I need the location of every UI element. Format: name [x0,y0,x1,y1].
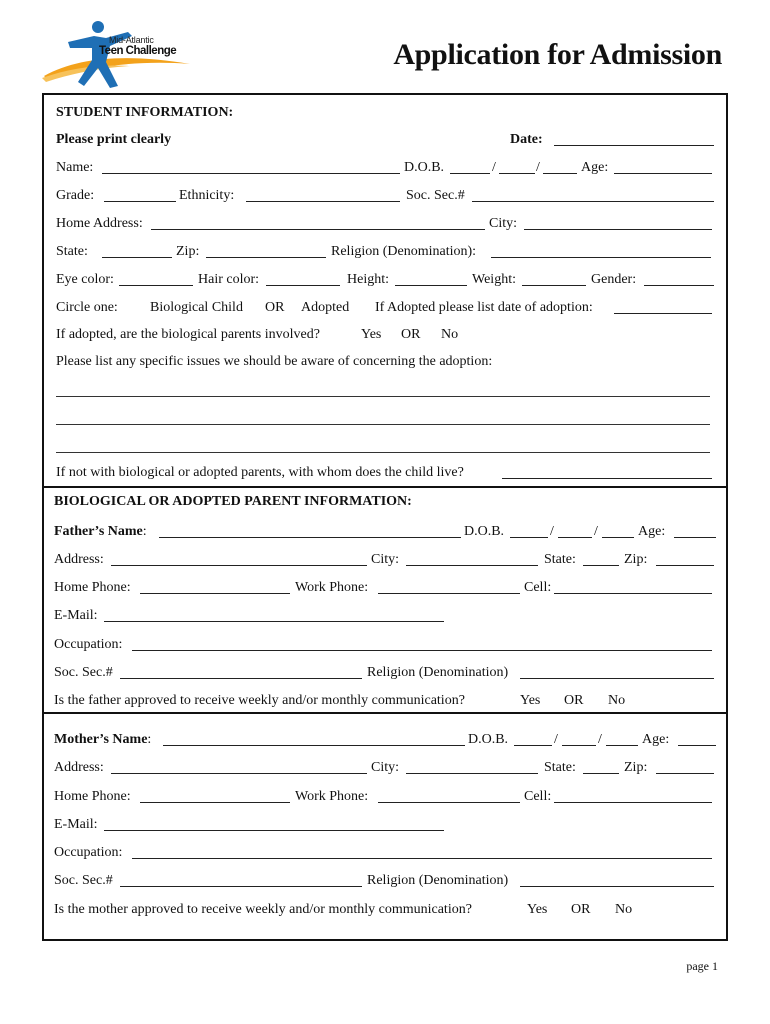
father-dob-year-field[interactable] [602,524,634,538]
student-heading: STUDENT INFORMATION: [56,105,234,120]
dob-slash-2: / [536,160,540,175]
father-religion-field[interactable] [520,665,714,679]
parents-heading: BIOLOGICAL OR ADOPTED PARENT INFORMATION: [54,494,412,509]
weight-field[interactable] [522,272,586,286]
father-address-field[interactable] [111,552,367,566]
adoption-date-field[interactable] [614,300,712,314]
gender-field[interactable] [644,272,714,286]
city-field[interactable] [524,216,712,230]
mother-comm-no-option[interactable]: No [615,902,633,917]
mother-city-label: City: [371,760,400,775]
mother-address-label: Address: [54,760,104,775]
father-work-phone-label: Work Phone: [295,580,369,595]
mother-cell-label: Cell: [524,789,552,804]
ssn-label: Soc. Sec.# [406,188,465,203]
mother-email-field[interactable] [104,817,444,831]
father-state-field[interactable] [583,552,619,566]
father-religion-label: Religion (Denomination) [367,665,509,680]
age-label: Age: [581,160,609,175]
issues-line-2[interactable] [56,424,710,425]
mother-information-section [42,712,728,941]
issues-line-3[interactable] [56,452,710,453]
father-comm-yes-option[interactable]: Yes [520,693,541,708]
dob-slash-2: / [594,524,598,539]
mother-age-label: Age: [642,732,670,747]
eye-color-label: Eye color: [56,272,114,287]
adoption-date-label: If Adopted please list date of adoption: [375,300,593,315]
hair-color-label: Hair color: [198,272,260,287]
bio-involved-no-option[interactable]: No [441,327,459,342]
father-city-label: City: [371,552,400,567]
mother-dob-month-field[interactable] [514,732,552,746]
lives-with-field[interactable] [502,465,712,479]
age-field[interactable] [614,160,712,174]
grade-label: Grade: [56,188,95,203]
mother-ssn-field[interactable] [120,873,362,887]
mother-religion-field[interactable] [520,873,714,887]
father-cell-label: Cell: [524,580,552,595]
ethnicity-field[interactable] [246,188,400,202]
father-communication-question: Is the father approved to receive weekly and/or monthly communication? [54,693,465,708]
biological-child-option[interactable]: Biological Child [150,300,243,315]
ethnicity-label: Ethnicity: [179,188,235,203]
name-label: Name: [56,160,94,175]
father-zip-label: Zip: [624,552,648,567]
height-field[interactable] [395,272,467,286]
mother-state-label: State: [544,760,576,775]
or-text: OR [265,300,285,315]
mother-zip-label: Zip: [624,760,648,775]
mother-city-field[interactable] [406,760,538,774]
dob-slash-1: / [550,524,554,539]
religion-field[interactable] [491,244,711,258]
father-dob-month-field[interactable] [510,524,548,538]
print-clearly-note: Please print clearly [56,132,172,147]
father-work-phone-field[interactable] [378,580,520,594]
father-state-label: State: [544,552,576,567]
zip-label: Zip: [176,244,200,259]
home-address-label: Home Address: [56,216,143,231]
mother-cell-field[interactable] [554,789,712,803]
mother-occupation-label: Occupation: [54,845,123,860]
adopted-option[interactable]: Adopted [301,300,350,315]
mother-state-field[interactable] [583,760,619,774]
dob-slash-1: / [492,160,496,175]
or-text: OR [564,693,584,708]
dob-month-field[interactable] [450,160,490,174]
ssn-field[interactable] [472,188,714,202]
mother-communication-question: Is the mother approved to receive weekly and/or monthly communication? [54,902,472,917]
weight-label: Weight: [472,272,516,287]
mother-name-field[interactable] [163,732,465,746]
father-city-field[interactable] [406,552,538,566]
father-home-phone-field[interactable] [140,580,290,594]
mother-work-phone-label: Work Phone: [295,789,369,804]
mother-home-phone-field[interactable] [140,789,290,803]
father-email-field[interactable] [104,608,444,622]
father-ssn-label: Soc. Sec.# [54,665,113,680]
grade-field[interactable] [104,188,176,202]
father-information-section [42,486,728,714]
father-zip-field[interactable] [656,552,714,566]
circle-one-label: Circle one: [56,300,118,315]
page-title: Application for Admission [393,38,722,71]
father-ssn-field[interactable] [120,665,362,679]
mother-name-label: Mother’s Name: [54,732,152,747]
father-name-label: Father’s Name: [54,524,147,539]
mother-religion-label: Religion (Denomination) [367,873,509,888]
name-field[interactable] [102,160,400,174]
bio-parents-involved-question: If adopted, are the biological parents involved? [56,327,320,342]
page-number: page 1 [686,959,718,973]
date-field[interactable] [554,132,714,146]
state-label: State: [56,244,88,259]
religion-label: Religion (Denomination): [331,244,477,259]
mother-dob-label: D.O.B. [468,732,509,747]
home-address-field[interactable] [151,216,485,230]
mother-comm-yes-option[interactable]: Yes [527,902,548,917]
mother-zip-field[interactable] [656,760,714,774]
state-field[interactable] [102,244,172,258]
father-comm-no-option[interactable]: No [608,693,626,708]
mother-home-phone-label: Home Phone: [54,789,131,804]
dob-year-field[interactable] [543,160,577,174]
father-age-field[interactable] [674,524,716,538]
dob-slash-2: / [598,732,602,747]
father-dob-label: D.O.B. [464,524,505,539]
father-age-label: Age: [638,524,666,539]
father-name-field[interactable] [159,524,461,538]
mother-age-field[interactable] [678,732,716,746]
dob-day-field[interactable] [499,160,535,174]
mother-ssn-label: Soc. Sec.# [54,873,113,888]
lives-with-question: If not with biological or adopted parents, with whom does the child live? [56,465,464,480]
mother-dob-year-field[interactable] [606,732,638,746]
dob-slash-1: / [554,732,558,747]
gender-label: Gender: [591,272,637,287]
logo-subtitle: Mid-Atlantic [109,35,154,45]
father-home-phone-label: Home Phone: [54,580,131,595]
eye-color-field[interactable] [119,272,193,286]
father-email-label: E-Mail: [54,608,98,623]
mother-work-phone-field[interactable] [378,789,520,803]
mother-occupation-field[interactable] [132,845,712,859]
dob-label: D.O.B. [404,160,445,175]
logo-name: Teen Challenge [99,45,177,57]
mother-email-label: E-Mail: [54,817,98,832]
father-cell-field[interactable] [554,580,712,594]
bio-involved-yes-option[interactable]: Yes [361,327,382,342]
father-address-label: Address: [54,552,104,567]
city-label: City: [489,216,518,231]
student-information-section [42,93,728,488]
adoption-issues-label: Please list any specific issues we should be aware of concerning the adoption: [56,354,493,369]
mother-address-field[interactable] [111,760,367,774]
zip-field[interactable] [206,244,326,258]
father-occupation-field[interactable] [132,637,712,651]
mother-dob-day-field[interactable] [562,732,596,746]
or-text: OR [401,327,421,342]
hair-color-field[interactable] [266,272,340,286]
issues-line-1[interactable] [56,396,710,397]
father-occupation-label: Occupation: [54,637,123,652]
or-text: OR [571,902,591,917]
father-dob-day-field[interactable] [558,524,592,538]
height-label: Height: [347,272,389,287]
date-label: Date: [510,132,543,147]
